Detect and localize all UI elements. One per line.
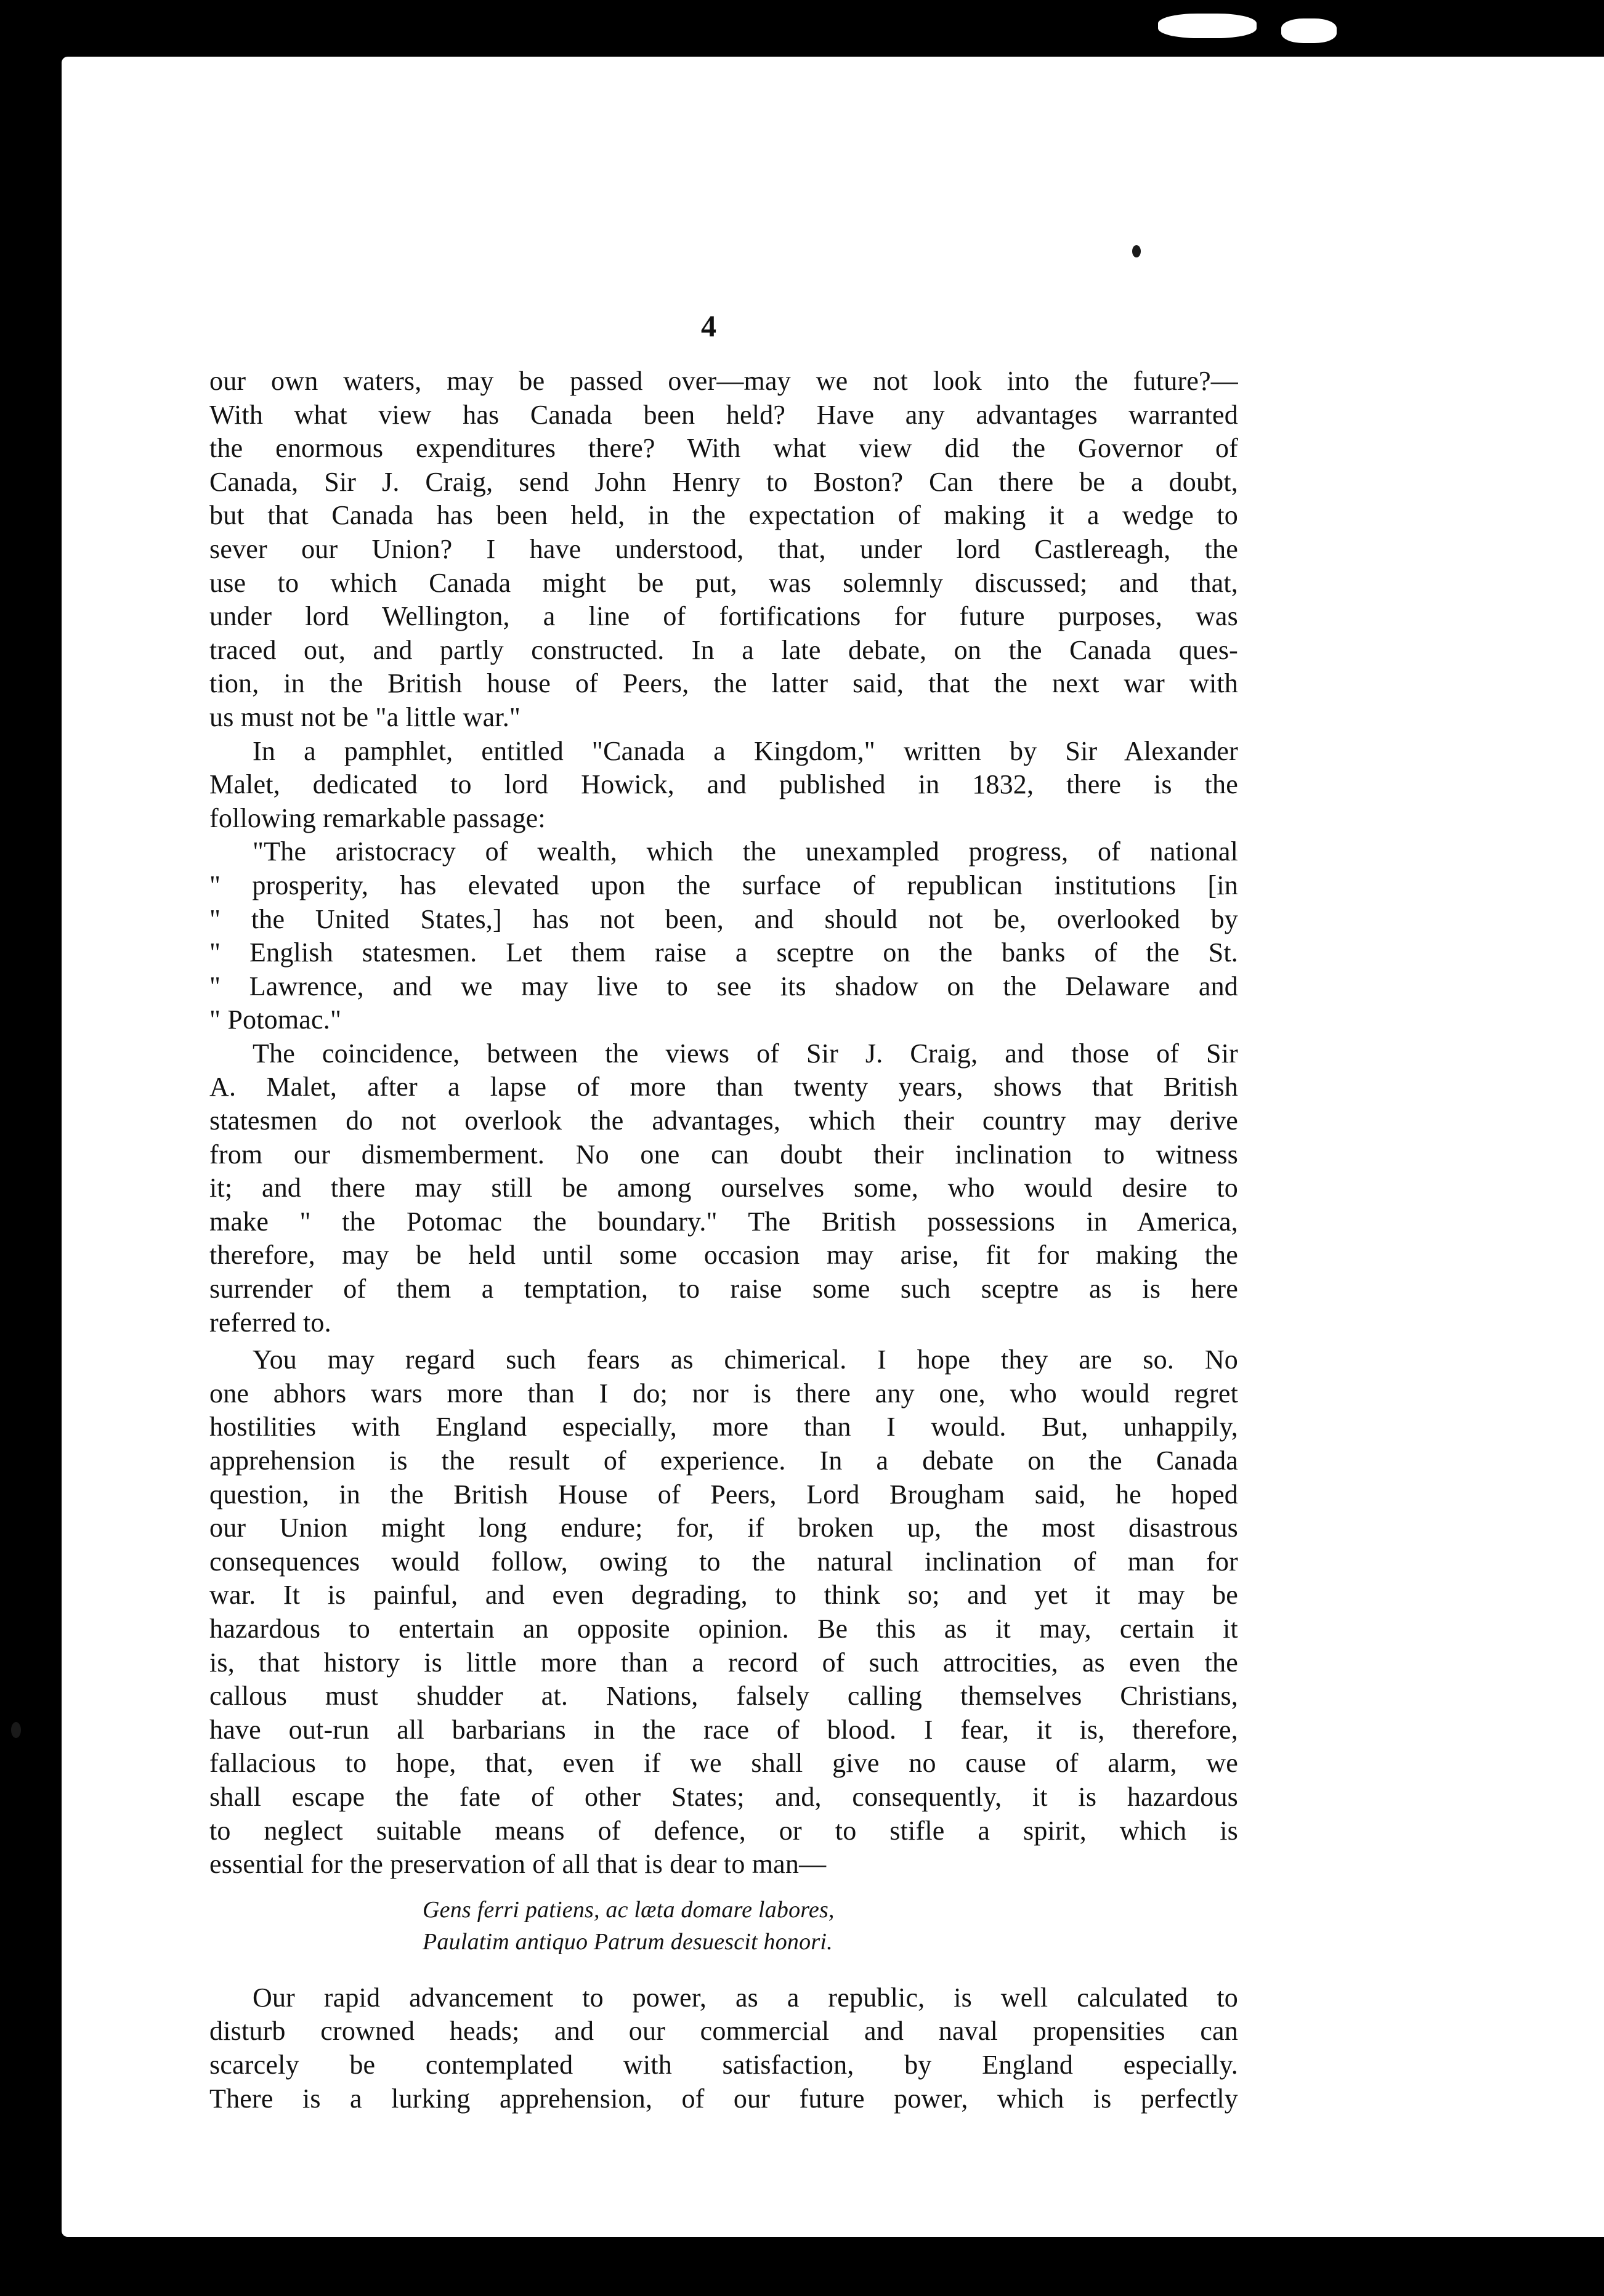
text-line: our own waters, may be passed over—may we not look into the future?— xyxy=(209,366,1238,396)
text-line: You may regard such fears as chimerical. I hope they are so. No xyxy=(253,1344,1238,1375)
text-line: traced out, and partly constructed. In a late debate, on the Canada ques- xyxy=(209,634,1238,665)
text-line: our Union might long endure; for, if broken up, the most disastrous xyxy=(209,1513,1238,1543)
ink-speck xyxy=(1132,245,1141,257)
body-text xyxy=(209,365,1238,2116)
text-line: tion, in the British house of Peers, the latter said, that the next war with xyxy=(209,668,1238,699)
text-line: apprehension is the result of experience. In a debate on the Canada xyxy=(209,1445,1238,1476)
paragraph xyxy=(209,365,1238,735)
text-line: hostilities with England especially, more than I would. But, unhappily, xyxy=(209,1412,1238,1442)
text-line: use to which Canada might be put, was solemnly discussed; and that, xyxy=(209,567,1238,598)
text-line: Canada, Sir J. Craig, send John Henry to Boston? Can there be a doubt, xyxy=(209,466,1238,497)
text-line: Our rapid advancement to power, as a republic, is well calculated to xyxy=(253,1982,1238,2013)
text-line: " prosperity, has elevated upon the surface of republican institutions [in xyxy=(209,870,1238,900)
text-line: war. It is painful, and even degrading, to think so; and yet it may be xyxy=(209,1580,1238,1611)
text-line: "The aristocracy of wealth, which the unexampled progress, of national xyxy=(253,836,1238,867)
text-line: In a pamphlet, entitled "Canada a Kingdom," written by Sir Alexander xyxy=(253,735,1238,766)
text-line: A. Malet, after a lapse of more than twenty years, shows that British xyxy=(209,1072,1238,1102)
text-line: question, in the British House of Peers, Lord Brougham said, he hoped xyxy=(209,1479,1238,1510)
text-line: shall escape the fate of other States; and, consequently, it is hazardous xyxy=(209,1781,1238,1812)
text-line: therefore, may be held until some occasion may arise, fit for making the xyxy=(209,1240,1238,1271)
paragraph xyxy=(209,1981,1238,2116)
text-line: disturb crowned heads; and our commercial and naval propensities can xyxy=(209,2016,1238,2047)
text-line: sever our Union? I have understood, that, under lord Castlereagh, the xyxy=(209,533,1238,564)
text-line: Malet, dedicated to lord Howick, and published in 1832, there is the xyxy=(209,769,1238,800)
text-line: " Lawrence, and we may live to see its shadow on the Delaware and xyxy=(209,971,1238,1001)
text-line: scarcely be contemplated with satisfaction, by England especially. xyxy=(209,2049,1238,2080)
page-number: 4 xyxy=(701,309,716,343)
text-line: callous must shudder at. Nations, falsely calling themselves Christians, xyxy=(209,1681,1238,1712)
ink-speck xyxy=(11,1722,21,1738)
text-line: hazardous to entertain an opposite opinion. Be this as it may, certain it xyxy=(209,1613,1238,1644)
text-line: There is a lurking apprehension, of our future power, which is perfectly xyxy=(209,2083,1238,2114)
text-line: have out-run all barbarians in the race of blood. I fear, it is, therefore, xyxy=(209,1714,1238,1745)
text-line: " the United States,] has not been, and should not be, overlooked by xyxy=(209,903,1238,934)
text-line: one abhors wars more than I do; nor is there any one, who would regret xyxy=(209,1378,1238,1409)
paragraph xyxy=(209,1037,1238,1340)
text-line: is, that history is little more than a record of such attrocities, as even the xyxy=(209,1647,1238,1678)
text-line: us must not be "a little war." xyxy=(209,701,521,732)
text-line: referred to. xyxy=(209,1307,331,1338)
text-line: fallacious to hope, that, even if we shall give no cause of alarm, we xyxy=(209,1748,1238,1779)
text-line: With what view has Canada been held? Have any advantages warranted xyxy=(209,399,1238,430)
text-line: The coincidence, between the views of Sir J. Craig, and those of Sir xyxy=(253,1038,1238,1069)
text-line: statesmen do not overlook the advantages, which their country may derive xyxy=(209,1106,1238,1136)
latin-quotation xyxy=(209,1894,1238,1958)
scan-border xyxy=(0,2237,1604,2296)
paragraph xyxy=(209,735,1238,836)
text-line: it; and there may still be among ourselves some, who would desire to xyxy=(209,1173,1238,1203)
text-line: following remarkable passage: xyxy=(209,802,546,833)
text-line: from our dismemberment. No one can doubt their inclination to witness xyxy=(209,1139,1238,1170)
text-line: the enormous expenditures there? With what view did the Governor of xyxy=(209,433,1238,464)
block-quote xyxy=(209,835,1238,1037)
text-line: but that Canada has been held, in the expectation of making it a wedge to xyxy=(209,500,1238,531)
text-line: make " the Potomac the boundary." The British possessions in America, xyxy=(209,1206,1238,1237)
text-line: " Potomac." xyxy=(209,1004,342,1035)
quote-line: Gens ferri patiens, ac læta domare labores, xyxy=(423,1896,835,1923)
paragraph xyxy=(209,1343,1238,1882)
text-line: under lord Wellington, a line of fortifications for future purposes, was xyxy=(209,601,1238,632)
torn-edge xyxy=(1281,18,1337,43)
text-line: to neglect suitable means of defence, or to stifle a spirit, which is xyxy=(209,1815,1238,1846)
text-line: surrender of them a temptation, to raise some such sceptre as is here xyxy=(209,1274,1238,1304)
quote-line: Paulatim antiquo Patrum desuescit honori. xyxy=(423,1928,833,1955)
text-line: consequences would follow, owing to the natural inclination of man for xyxy=(209,1546,1238,1577)
text-line: essential for the preservation of all that is dear to man— xyxy=(209,1849,827,1880)
text-line: " English statesmen. Let them raise a sceptre on the banks of the St. xyxy=(209,937,1238,968)
torn-edge xyxy=(1158,14,1257,38)
